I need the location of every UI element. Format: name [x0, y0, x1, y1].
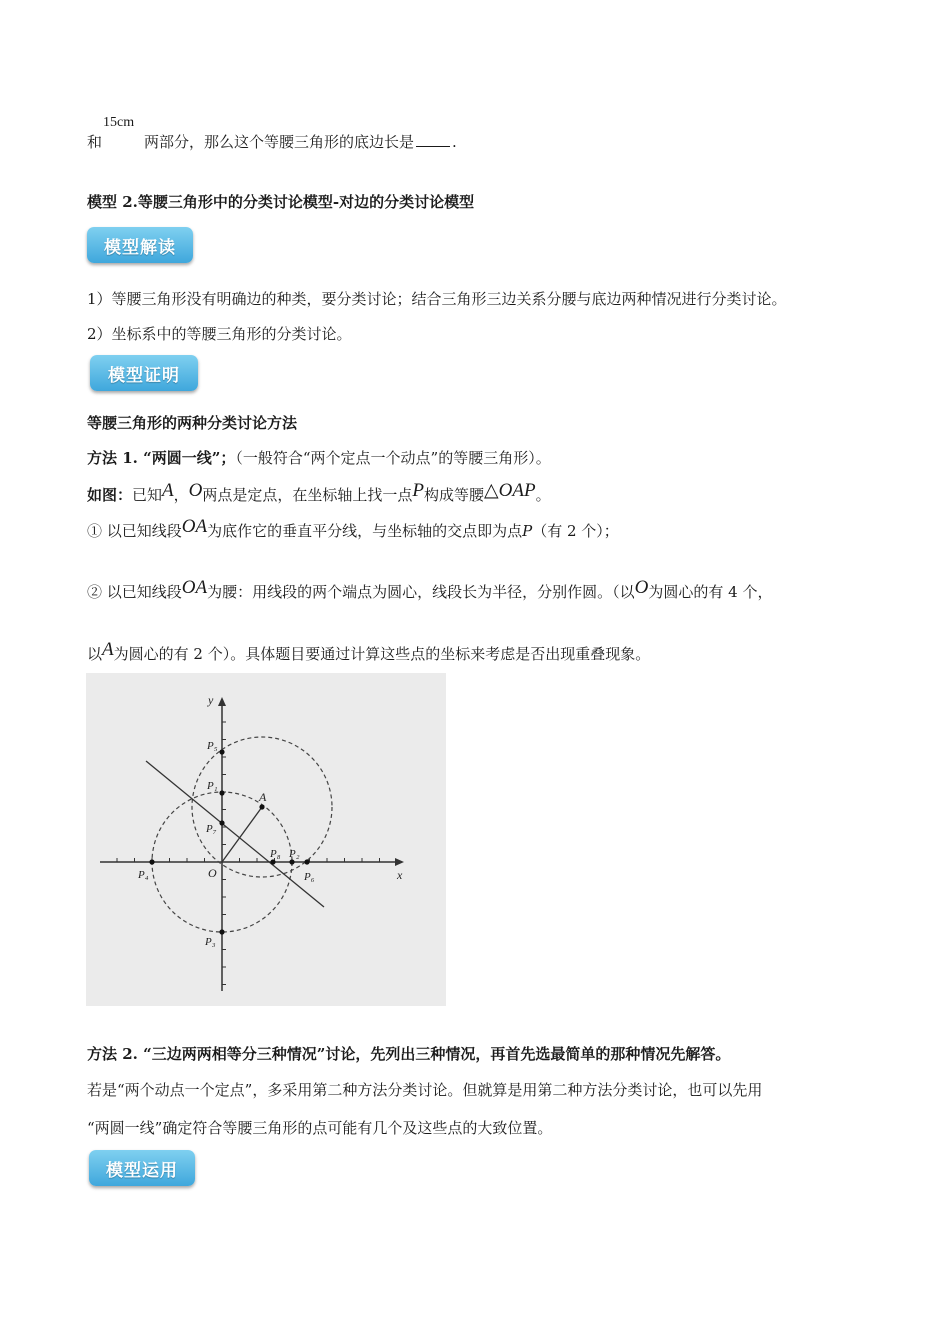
- case-1-t3: （有 2 个）；: [532, 522, 619, 540]
- label-p4: P₄: [138, 869, 149, 881]
- perpendicular-bisector: [146, 761, 324, 907]
- label-p3: P₃: [205, 936, 216, 948]
- proof-heading: 等腰三角形的两种分类讨论方法: [87, 414, 298, 432]
- coordinate-figure: [86, 673, 446, 1006]
- case-2b-t1: 以: [87, 645, 103, 663]
- label-p6: P₆: [304, 871, 315, 883]
- label-o: O: [208, 866, 217, 880]
- badge-model-application: 模型运用: [89, 1150, 195, 1186]
- superscript-length: 15cm: [103, 115, 135, 130]
- paragraph-line-2: “两圆一线”确定符合等腰三角形的点可能有几个及这些点的大致位置。: [87, 1119, 553, 1137]
- label-x: x: [397, 868, 403, 882]
- top-question-line: [87, 131, 457, 152]
- coordinate-figure-svg: [86, 673, 446, 1006]
- label-p2: P₂: [289, 848, 300, 860]
- point-p3: [219, 929, 224, 934]
- segment-oa-symbol-2: OA: [181, 577, 208, 598]
- interpretation-1: 1）等腰三角形没有明确边的种类，要分类讨论；结合三角形三边关系分腰与底边两种情况进行分类讨论。: [87, 290, 787, 308]
- point-p6: [304, 859, 309, 864]
- x-axis-arrow: [395, 858, 404, 866]
- triangle-oap-symbol: △OAP: [484, 480, 536, 501]
- top-end: .: [452, 133, 457, 151]
- segment-oa-symbol: OA: [181, 516, 208, 537]
- point-p2: [289, 859, 294, 864]
- label-a: A: [259, 790, 267, 804]
- example-t2: 两点是定点，在坐标轴上找一点: [202, 486, 413, 504]
- case-2-line: [87, 577, 773, 603]
- badge-model-proof: 模型证明: [90, 355, 198, 391]
- point-p5: [219, 749, 224, 754]
- y-axis-arrow: [218, 697, 226, 706]
- point-o-symbol-2: O: [634, 577, 649, 598]
- case-1-t2: 为底作它的垂直平分线，与坐标轴的交点即为点: [207, 522, 523, 540]
- example-t1: 已知: [132, 486, 163, 504]
- example-sep: ，: [173, 486, 189, 504]
- example-end: 。: [535, 486, 551, 504]
- badge-model-interpretation: 模型解读: [87, 227, 193, 263]
- point-p8: [270, 859, 275, 864]
- case-2b-line: [87, 639, 651, 665]
- interpretation-2: 2）坐标系中的等腰三角形的分类讨论。: [87, 325, 352, 343]
- model-title: 模型 2.等腰三角形中的分类讨论模型-对边的分类讨论模型: [87, 193, 475, 211]
- axis-ticks: [117, 722, 380, 985]
- case-2b-t2: 为圆心的有 2 个）。具体题目要通过计算这些点的坐标来考虑是否出现重叠现象。: [113, 645, 651, 663]
- case-1-line: [87, 516, 619, 542]
- method-2-line: 方法 2. “三边两两相等分三种情况”讨论，先列出三种情况，再首先选最简单的那种情况先解答。: [87, 1045, 731, 1063]
- point-a-symbol: A: [162, 480, 174, 501]
- answer-blank[interactable]: [416, 134, 450, 147]
- point-o-symbol: O: [188, 480, 203, 501]
- example-t3: 构成等腰: [424, 486, 485, 504]
- point-p1: [219, 790, 224, 795]
- case-2-t2: 为腰：用线段的两个端点为圆心，线段长为半径，分别作圆。（以: [207, 583, 635, 601]
- method-1-note: （一般符合“两个定点一个动点”的等腰三角形）。: [235, 449, 551, 467]
- label-p8: P₈: [270, 848, 281, 860]
- label-p7: P₇: [206, 823, 217, 835]
- paragraph-line-1: 若是“两个动点一个定点”，多采用第二种方法分类讨论。但就算是用第二种方法分类讨论，也可以先用: [87, 1081, 763, 1099]
- point-p-symbol: P: [412, 480, 425, 501]
- case-2-t1: ② 以已知线段: [87, 583, 182, 601]
- point-a-symbol-2: A: [102, 639, 114, 660]
- method-1-line: [87, 447, 551, 468]
- case-1-p: P: [522, 522, 533, 540]
- case-2-t3: 为圆心的有 4 个，: [648, 583, 773, 601]
- example-prefix: 如图：: [87, 486, 133, 504]
- top-pre: 和: [87, 133, 103, 151]
- point-p4: [149, 859, 154, 864]
- method-1-label: 方法 1. “两圆一线”；: [87, 449, 236, 467]
- point-a: [259, 804, 264, 809]
- point-p7: [219, 820, 224, 825]
- label-p1: P₁: [207, 780, 218, 792]
- label-p5: P₅: [207, 740, 218, 752]
- top-text: 两部分，那么这个等腰三角形的底边长是: [144, 133, 415, 151]
- label-y: y: [208, 693, 214, 707]
- example-line: [87, 480, 551, 506]
- segment-oa: [222, 807, 262, 862]
- case-1-t1: ① 以已知线段: [87, 522, 182, 540]
